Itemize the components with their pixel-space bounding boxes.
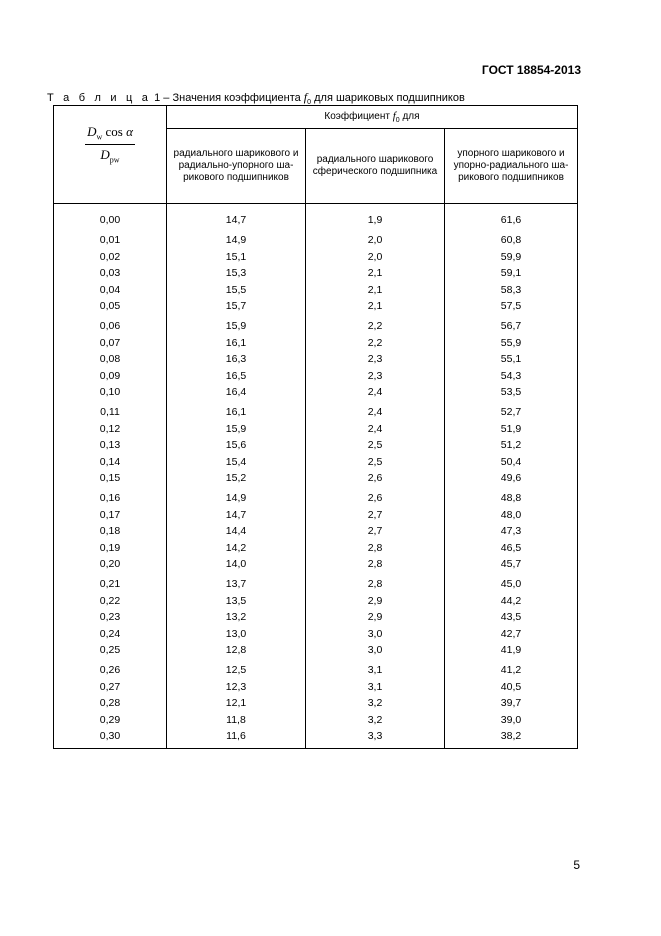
ratio-cell: 0,28 <box>54 695 167 712</box>
ratio-cell: 0,06 <box>54 318 167 335</box>
thrust-value-cell: 56,7 <box>500 320 522 332</box>
thrust-value-cell: 41,9 <box>500 644 522 656</box>
thrust-value-cell: 45,7 <box>500 558 522 570</box>
numerator-angle: α <box>126 124 133 140</box>
thrust-value-cell: 51,2 <box>500 439 522 451</box>
spherical-value-cell: 2,6 <box>306 470 445 487</box>
spherical-value-cell: 2,0 <box>306 232 445 249</box>
ratio-cell: 0,15 <box>54 470 167 487</box>
spherical-value-cell: 2,5 <box>306 437 445 454</box>
numerator-symbol: D <box>87 124 97 140</box>
table-row <box>54 695 578 712</box>
radial-value-cell: 14,4 <box>167 523 306 540</box>
group-header-symbol: f <box>392 110 396 122</box>
thrust-value-cell: 48,8 <box>500 492 522 504</box>
thrust-value-cell: 45,0 <box>500 578 522 590</box>
spherical-value-cell: 2,9 <box>306 593 445 610</box>
spherical-value-cell: 3,1 <box>306 679 445 696</box>
thrust-value-cell: 43,5 <box>500 611 522 623</box>
radial-value-cell: 16,1 <box>167 404 306 421</box>
table-row <box>54 712 578 729</box>
ratio-cell: 0,12 <box>54 421 167 438</box>
column-header-radial: радиального шарикового и радиально-упорного ша-рикового подшипников <box>167 129 306 204</box>
thrust-value-cell: 61,6 <box>500 214 522 226</box>
spherical-value-cell: 3,0 <box>306 626 445 643</box>
numerator-sub: w <box>96 133 103 142</box>
thrust-value-cell: 51,9 <box>500 422 522 435</box>
ratio-cell: 0,02 <box>54 249 167 266</box>
ratio-fraction <box>85 124 135 164</box>
radial-value-cell: 15,9 <box>167 421 306 438</box>
coefficient-symbol: f <box>303 90 308 104</box>
thrust-value-cell: 59,1 <box>500 267 522 279</box>
thrust-value-cell: 38,2 <box>500 730 522 742</box>
spherical-value-cell: 2,7 <box>306 507 445 524</box>
ratio-cell: 0,29 <box>54 712 167 729</box>
spherical-value-cell: 1,9 <box>306 212 445 229</box>
spherical-value-cell: 2,1 <box>306 265 445 282</box>
table-top-gap <box>54 204 578 213</box>
thrust-value-cell: 55,9 <box>500 336 522 349</box>
ratio-cell: 0,19 <box>54 540 167 557</box>
thrust-value-cell: 50,4 <box>500 455 522 468</box>
radial-value-cell: 14,9 <box>167 232 306 249</box>
thrust-value-cell: 39,0 <box>500 713 522 726</box>
spherical-value-cell: 2,4 <box>306 404 445 421</box>
table-row <box>54 593 578 610</box>
page-number: 5 <box>573 858 580 872</box>
ratio-cell: 0,17 <box>54 507 167 524</box>
ratio-cell: 0,11 <box>54 404 167 421</box>
table-row <box>54 335 578 352</box>
radial-value-cell: 15,1 <box>167 249 306 266</box>
group-header-text: Коэффициент <box>324 111 393 122</box>
denominator-sub: pw <box>109 155 120 165</box>
table-row <box>54 728 578 745</box>
ratio-cell: 0,09 <box>54 368 167 385</box>
table-row <box>54 421 578 438</box>
ratio-cell: 0,26 <box>54 662 167 679</box>
thrust-value-cell: 44,2 <box>500 594 522 607</box>
ratio-cell: 0,03 <box>54 265 167 282</box>
thrust-value-cell: 42,7 <box>500 627 522 640</box>
table-row <box>54 437 578 454</box>
ratio-cell: 0,23 <box>54 609 167 626</box>
ratio-cell: 0,21 <box>54 576 167 593</box>
thrust-value-cell: 46,5 <box>500 541 522 554</box>
table-row <box>54 662 578 679</box>
radial-value-cell: 14,0 <box>167 556 306 573</box>
spherical-value-cell: 2,0 <box>306 249 445 266</box>
ratio-cell: 0,10 <box>54 384 167 401</box>
radial-value-cell: 12,5 <box>167 662 306 679</box>
radial-value-cell: 12,8 <box>167 642 306 659</box>
thrust-value-cell: 52,7 <box>500 406 522 418</box>
table-row <box>54 282 578 299</box>
thrust-value-cell: 59,9 <box>500 250 522 263</box>
radial-value-cell: 15,9 <box>167 318 306 335</box>
radial-value-cell: 14,2 <box>167 540 306 557</box>
table-row <box>54 470 578 487</box>
table-row <box>54 576 578 593</box>
table-row <box>54 490 578 507</box>
thrust-value-cell: 60,8 <box>500 234 522 246</box>
table-caption <box>47 90 465 106</box>
spherical-value-cell: 2,3 <box>306 368 445 385</box>
table-row <box>54 249 578 266</box>
group-header-symbol-sub: 0 <box>395 117 400 124</box>
numerator-function: cos <box>102 124 127 140</box>
spherical-value-cell: 3,2 <box>306 695 445 712</box>
ratio-cell: 0,24 <box>54 626 167 643</box>
ratio-cell: 0,16 <box>54 490 167 507</box>
radial-value-cell: 13,2 <box>167 609 306 626</box>
coefficient-symbol-sub: 0 <box>307 99 312 107</box>
column-header-spherical: радиального шарикового сферического подшипника <box>306 129 445 204</box>
table-row <box>54 265 578 282</box>
table-caption-text-before: – Значения коэффициента <box>160 92 304 104</box>
spherical-value-cell: 3,2 <box>306 712 445 729</box>
table-caption-number: 1 <box>154 92 161 104</box>
radial-value-cell: 13,7 <box>167 576 306 593</box>
ratio-cell: 0,07 <box>54 335 167 352</box>
spherical-value-cell: 2,2 <box>306 335 445 352</box>
radial-value-cell: 15,6 <box>167 437 306 454</box>
thrust-value-cell: 49,6 <box>500 472 522 484</box>
table-row <box>54 523 578 540</box>
ratio-cell: 0,00 <box>54 212 167 229</box>
thrust-value-cell: 47,3 <box>500 525 522 537</box>
spherical-value-cell: 2,4 <box>306 384 445 401</box>
table-row <box>54 609 578 626</box>
thrust-value-cell: 53,5 <box>500 386 522 398</box>
radial-value-cell: 15,3 <box>167 265 306 282</box>
denominator-symbol: D <box>100 147 110 162</box>
radial-value-cell: 16,5 <box>167 368 306 385</box>
thrust-value-cell: 48,0 <box>500 508 522 521</box>
standard-code: ГОСТ 18854-2013 <box>481 63 581 77</box>
table-row <box>54 642 578 659</box>
ratio-cell: 0,30 <box>54 728 167 745</box>
table-row <box>54 212 578 229</box>
ratio-cell: 0,08 <box>54 351 167 368</box>
radial-value-cell: 15,4 <box>167 454 306 471</box>
table-row <box>54 507 578 524</box>
radial-value-cell: 12,1 <box>167 695 306 712</box>
spherical-value-cell: 2,1 <box>306 282 445 299</box>
thrust-value-cell: 55,1 <box>500 353 522 365</box>
radial-value-cell: 16,3 <box>167 351 306 368</box>
ratio-cell: 0,01 <box>54 232 167 249</box>
spherical-value-cell: 2,8 <box>306 540 445 557</box>
column-header-thrust: упорного шарикового и упорно-радиального ша-рикового подшипников <box>445 129 578 204</box>
group-spacer <box>54 745 578 749</box>
radial-value-cell: 14,9 <box>167 490 306 507</box>
spherical-value-cell: 2,1 <box>306 298 445 315</box>
table-body <box>54 204 578 749</box>
ratio-cell: 0,27 <box>54 679 167 696</box>
table-row <box>54 626 578 643</box>
spherical-value-cell: 2,8 <box>306 556 445 573</box>
radial-value-cell: 14,7 <box>167 507 306 524</box>
ratio-cell: 0,05 <box>54 298 167 315</box>
table-caption-prefix: Т а б л и ц а <box>47 92 152 104</box>
radial-value-cell: 15,7 <box>167 298 306 315</box>
table-row <box>54 556 578 573</box>
ratio-cell: 0,18 <box>54 523 167 540</box>
coefficient-group-header <box>167 106 578 129</box>
radial-value-cell: 16,4 <box>167 384 306 401</box>
radial-value-cell: 11,8 <box>167 712 306 729</box>
radial-value-cell: 16,1 <box>167 335 306 352</box>
table-row <box>54 298 578 315</box>
group-header-text-after: для <box>399 111 420 122</box>
spherical-value-cell: 3,1 <box>306 662 445 679</box>
thrust-value-cell: 54,3 <box>500 369 522 382</box>
radial-value-cell: 15,2 <box>167 470 306 487</box>
ratio-cell: 0,04 <box>54 282 167 299</box>
radial-value-cell: 12,3 <box>167 679 306 696</box>
radial-value-cell: 13,0 <box>167 626 306 643</box>
table-row <box>54 368 578 385</box>
spherical-value-cell: 2,5 <box>306 454 445 471</box>
table-row <box>54 384 578 401</box>
table-row <box>54 454 578 471</box>
thrust-value-cell: 57,5 <box>500 300 522 312</box>
spherical-value-cell: 2,7 <box>306 523 445 540</box>
spherical-value-cell: 3,3 <box>306 728 445 745</box>
spherical-value-cell: 2,4 <box>306 421 445 438</box>
ratio-column-header <box>54 106 167 204</box>
coefficient-table <box>53 105 578 749</box>
radial-value-cell: 11,6 <box>167 728 306 745</box>
table-row <box>54 540 578 557</box>
ratio-numerator <box>85 124 135 145</box>
table-caption-text-after: для шариковых подшипников <box>311 92 465 104</box>
spherical-value-cell: 3,0 <box>306 642 445 659</box>
radial-value-cell: 15,5 <box>167 282 306 299</box>
thrust-value-cell: 39,7 <box>500 697 522 709</box>
radial-value-cell: 13,5 <box>167 593 306 610</box>
thrust-value-cell: 41,2 <box>500 664 522 676</box>
ratio-cell: 0,22 <box>54 593 167 610</box>
thrust-value-cell: 40,5 <box>500 680 522 693</box>
thrust-value-cell: 58,3 <box>500 283 522 296</box>
ratio-cell: 0,14 <box>54 454 167 471</box>
ratio-cell: 0,13 <box>54 437 167 454</box>
spherical-value-cell: 2,6 <box>306 490 445 507</box>
table-row <box>54 351 578 368</box>
spherical-value-cell: 2,8 <box>306 576 445 593</box>
table-row <box>54 232 578 249</box>
ratio-denominator <box>85 145 135 165</box>
table-row <box>54 318 578 335</box>
spherical-value-cell: 2,9 <box>306 609 445 626</box>
spherical-value-cell: 2,2 <box>306 318 445 335</box>
spherical-value-cell: 2,3 <box>306 351 445 368</box>
ratio-cell: 0,20 <box>54 556 167 573</box>
radial-value-cell: 14,7 <box>167 212 306 229</box>
table-row <box>54 679 578 696</box>
table-row <box>54 404 578 421</box>
ratio-cell: 0,25 <box>54 642 167 659</box>
